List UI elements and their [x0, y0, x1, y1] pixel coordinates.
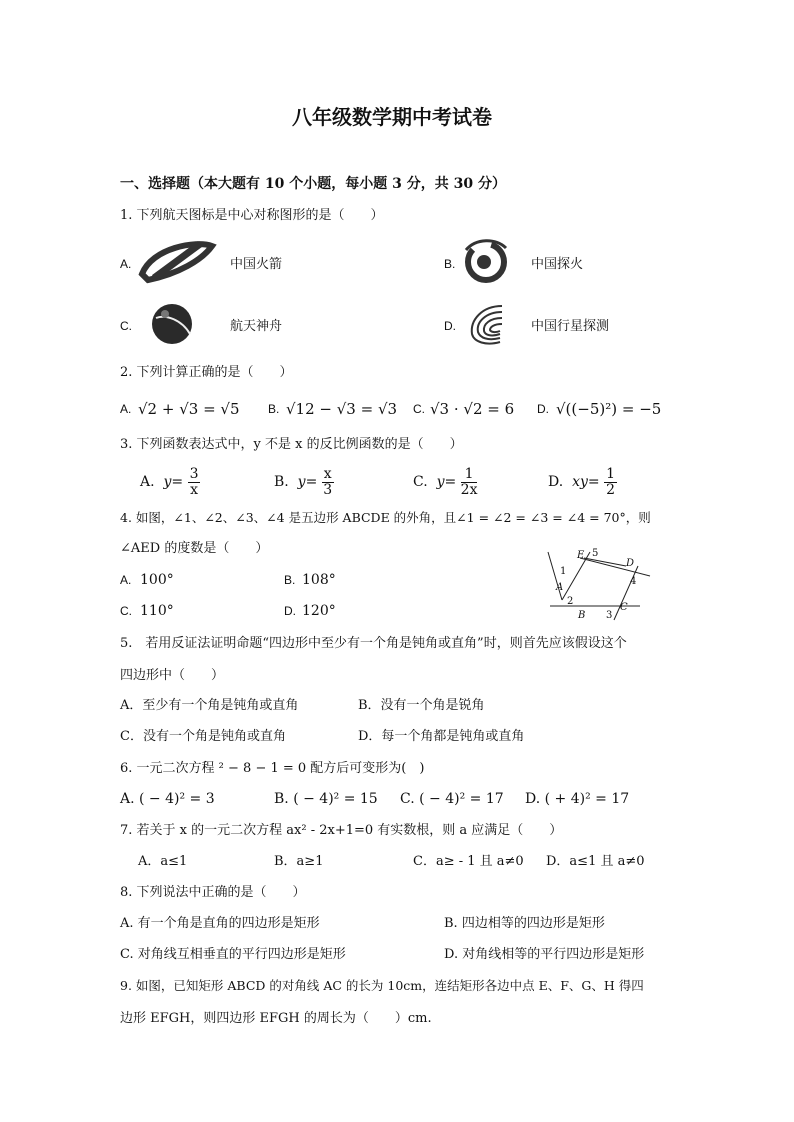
q4-option-b-letter: B. [284, 573, 296, 587]
q6-stem: 6. 一元二次方程 ² − 8 − 1 = 0 配方后可变形为( ) [120, 761, 425, 776]
q4-pentagon-figure [540, 544, 660, 624]
q3-option-c-lhs: y= [436, 474, 457, 491]
q5-option-c: C．没有一个角是钝角或直角 [120, 729, 286, 744]
figure-label-2: 2 [567, 596, 574, 607]
q4-option-b-value: 108° [302, 572, 336, 588]
q5-option-a: A．至少有一个角是钝角或直角 [120, 698, 299, 713]
q6-option-b: B. ( − 4)² = 15 [274, 791, 378, 807]
q9-line1: 9. 如图，已知矩形 ABCD 的对角线 AC 的长为 10cm，连结矩形各边中点 E、F、G、H 得四 [120, 978, 644, 993]
q4-option-d-letter: D. [284, 604, 296, 618]
q4-option-c-letter: C. [120, 604, 132, 618]
q8-option-a: A. 有一个角是直角的四边形是矩形 [120, 916, 320, 931]
q2-option-c-expr: √3 · √2 = 6 [430, 400, 515, 418]
figure-label-e: E [577, 550, 585, 561]
q2-option-b-expr: √12 − √3 = √3 [286, 400, 398, 418]
figure-label-b: B [578, 610, 586, 621]
section-heading: 一、选择题（本大题有 10 个小题，每小题 3 分，共 30 分） [120, 176, 506, 192]
page-title: 八年级数学期中考试卷 [292, 105, 492, 129]
q7-option-c: C．a≥ - 1 且 a≠0 [413, 854, 524, 869]
q4-option-a-letter: A. [120, 573, 132, 587]
figure-label-3: 3 [606, 610, 613, 621]
q3-option-b-fraction: $\frac{x}{3}$ [323, 466, 333, 498]
q3-option-d-fraction: $\frac{1}{2}$ [606, 466, 616, 498]
q4-line1: 4. 如图，∠1、∠2、∠3、∠4 是五边形 ABCDE 的外角，且∠1 = ∠2 = ∠3 = ∠4 = 70°，则 [120, 510, 651, 525]
figure-label-d: D [626, 558, 635, 569]
q2-option-d-expr: √((−5)²) = −5 [556, 400, 662, 418]
q3-option-d-lhs: xy= [572, 474, 600, 491]
q8-option-c: C. 对角线互相垂直的平行四边形是矩形 [120, 947, 346, 962]
q3-option-c-fraction: $\frac{1}{2x}$ [460, 466, 478, 498]
q7-option-a: A．a≤1 [138, 854, 188, 869]
q4-line2: ∠AED 的度数是（ ） [120, 541, 269, 556]
q8-option-d: D. 对角线相等的平行四边形是矩形 [444, 947, 645, 962]
q2-option-b-letter: B. [268, 402, 280, 416]
shenzhou-logo-icon [150, 302, 194, 346]
q2-option-a-letter: A. [120, 402, 132, 416]
q1-option-c-label: 航天神舟 [230, 319, 283, 334]
q1-option-b-label: 中国探火 [531, 257, 584, 272]
q4-option-d-value: 120° [302, 603, 336, 619]
q3-option-c [413, 467, 477, 497]
figure-label-4: 4 [630, 576, 637, 587]
q3-option-d-letter: D. [548, 474, 564, 491]
q6-option-c: C. ( − 4)² = 17 [400, 791, 504, 807]
q3-option-b-lhs: y= [297, 474, 318, 491]
q8-stem: 8. 下列说法中正确的是（ ） [120, 885, 306, 900]
q4-option-a-value: 100° [140, 572, 174, 588]
q5-line1: 5. 若用反证法证明命题“四边形中至少有一个角是钝角或直角”时，则首先应该假设这个 [120, 636, 627, 651]
q3-option-d [548, 467, 617, 497]
q1-option-c-letter: C. [120, 319, 132, 333]
figure-label-a: A [556, 582, 564, 593]
q5-option-b: B．没有一个角是锐角 [358, 698, 485, 713]
q2-option-c-letter: C. [413, 402, 425, 416]
planet-exploration-logo-icon [462, 300, 510, 348]
figure-label-1: 1 [560, 566, 567, 577]
q2-option-a-expr: √2 + √3 = √5 [138, 400, 240, 418]
q3-option-c-letter: C. [413, 474, 428, 491]
q3-stem: 3. 下列函数表达式中，y 不是 x 的反比例函数的是（ ） [120, 437, 463, 452]
figure-label-c: C [620, 602, 628, 613]
q3-option-a-letter: A. [140, 474, 155, 491]
q1-option-b-letter: B. [444, 257, 456, 271]
q4-option-c-value: 110° [140, 603, 174, 619]
q3-option-b [274, 467, 334, 497]
q1-option-a-letter: A. [120, 257, 132, 271]
figure-line [580, 558, 650, 576]
q8-option-b: B. 四边相等的四边形是矩形 [444, 916, 605, 931]
q6-option-a: A. ( − 4)² = 3 [120, 791, 215, 807]
q6-option-d: D. ( + 4)² = 17 [525, 791, 630, 807]
q3-option-a [140, 467, 200, 497]
q3-option-a-fraction: $\frac{3}{x}$ [189, 466, 199, 498]
q3-option-b-letter: B. [274, 474, 289, 491]
q2-stem: 2. 下列计算正确的是（ ） [120, 365, 293, 380]
q7-stem: 7. 若关于 x 的一元二次方程 ax² - 2x+1=0 有实数根，则 a 应满足（ ） [120, 823, 563, 838]
q5-line2: 四边形中（ ） [120, 668, 225, 683]
q1-option-d-label: 中国行星探测 [531, 319, 610, 334]
q3-option-a-lhs: y= [163, 474, 184, 491]
q1-option-d-letter: D. [444, 319, 456, 333]
figure-label-5: 5 [592, 548, 599, 559]
q7-option-b: B．a≥1 [274, 854, 324, 869]
q1-stem: 1. 下列航天图标是中心对称图形的是（ ） [120, 208, 384, 223]
q9-line2: 边形 EFGH，则四边形 EFGH 的周长为（ ）cm. [120, 1011, 432, 1026]
q2-option-d-letter: D. [537, 402, 549, 416]
q5-option-d: D．每一个角都是钝角或直角 [358, 729, 525, 744]
q1-option-a-label: 中国火箭 [230, 257, 283, 272]
q7-option-d: D．a≤1 且 a≠0 [546, 854, 645, 869]
mars-probe-logo-icon [462, 240, 510, 284]
rocket-logo-icon [138, 238, 216, 284]
